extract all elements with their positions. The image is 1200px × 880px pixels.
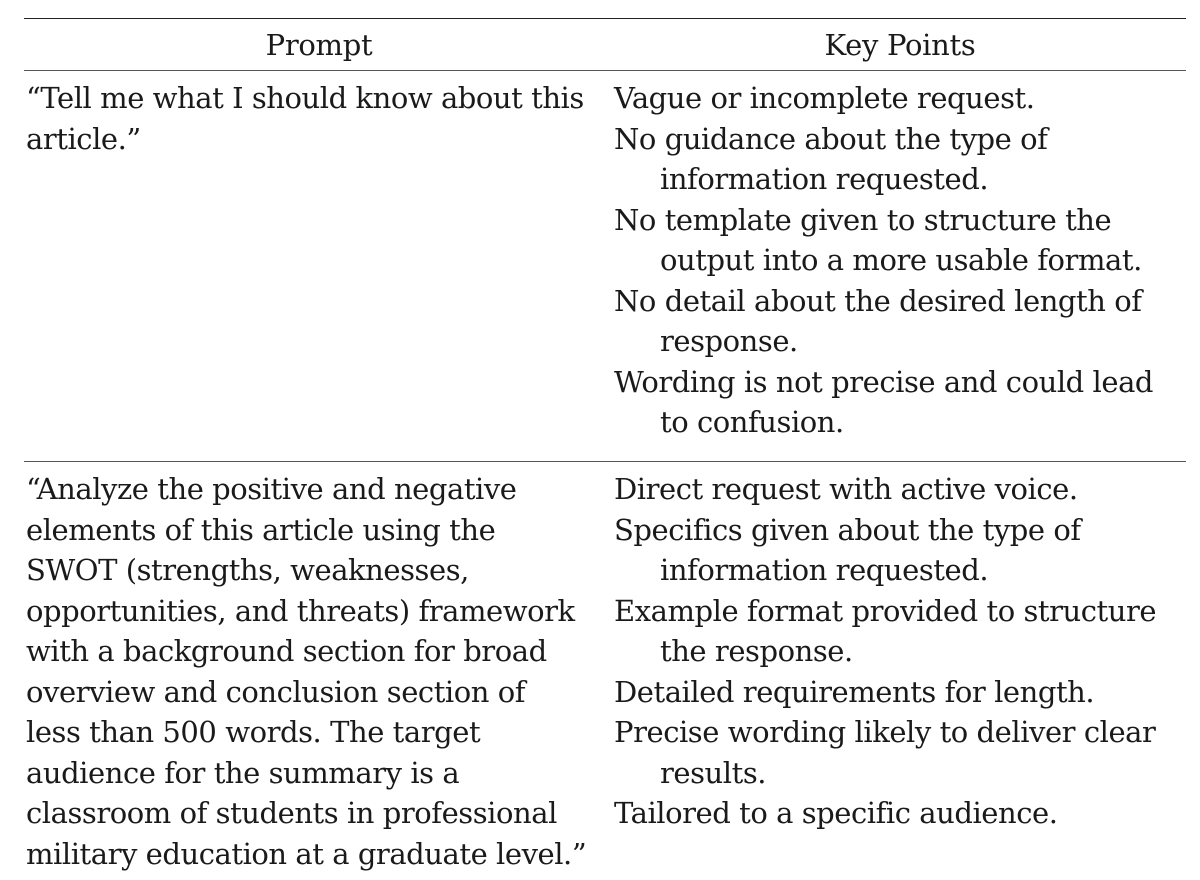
key-point: Detailed requirements for length. [614, 674, 1095, 709]
header-key-points: Key Points [824, 27, 976, 62]
prompt-cell: “Analyze the positive and negative elements of this article using the SWOT (strengths, weaknesses, opportunities, and threats) framework with a background section for broad overview and conclusion section of less than 500 words. The target audience for the summary is a classroom of students in professional military education at a graduate level.” [26, 472, 587, 871]
key-point: Example format provided to structure the response. [614, 593, 1157, 668]
key-point: No detail about the desired length of response. [614, 283, 1142, 358]
table-row [24, 462, 1186, 880]
key-point: Wording is not precise and could lead to confusion. [614, 364, 1154, 439]
key-point: Precise wording likely to deliver clear results. [614, 715, 1156, 790]
key-point: Specifics given about the type of information requested. [614, 512, 1081, 587]
table-row [24, 71, 1186, 461]
header-prompt: Prompt [265, 27, 373, 62]
key-point: Tailored to a specific audience. [614, 796, 1058, 830]
key-points-cell [614, 78, 1186, 455]
key-point: Direct request with active voice. [614, 472, 1078, 506]
key-point: No guidance about the type of information requested. [614, 121, 1048, 196]
prompt-cell: “Tell me what I should know about this article.” [26, 81, 584, 156]
key-point: Vague or incomplete request. [614, 81, 1035, 115]
key-point: No template given to structure the output into a more usable format. [614, 202, 1142, 277]
key-points-cell [614, 469, 1186, 874]
prompt-comparison-table [24, 18, 1186, 880]
table-header-row [24, 19, 1186, 70]
